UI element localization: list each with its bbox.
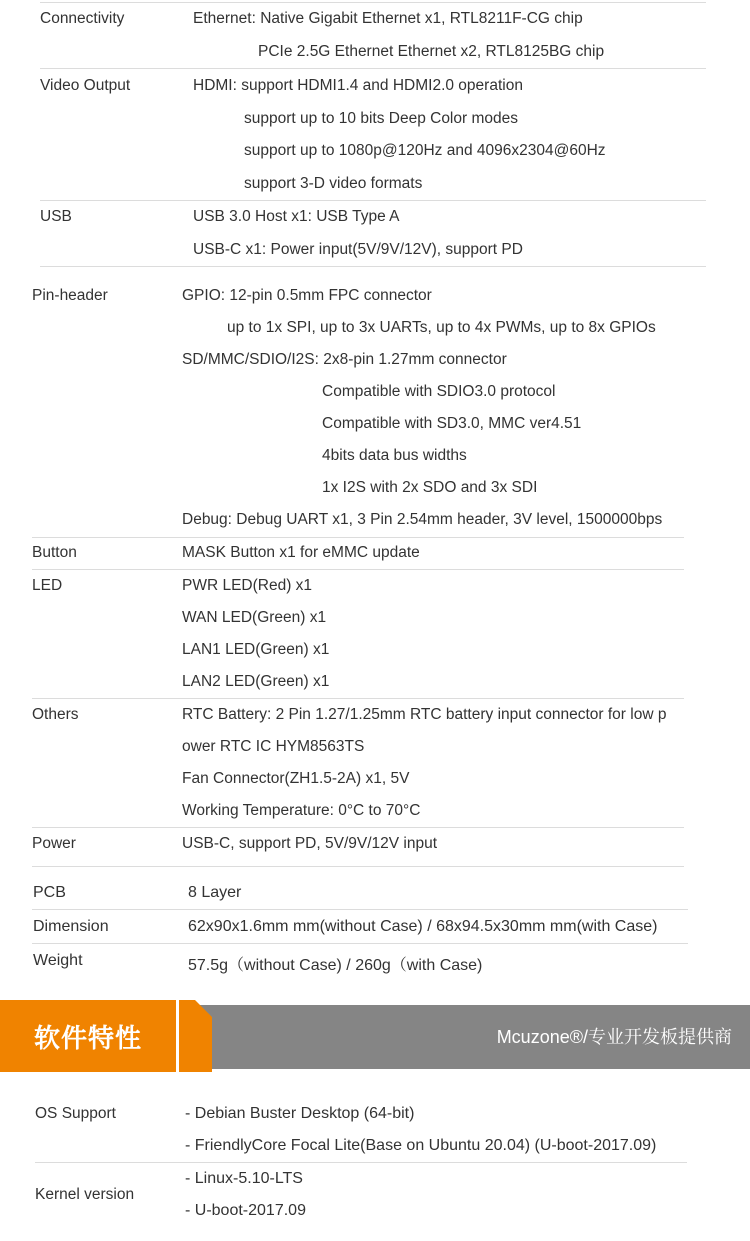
spec-value-line: LAN2 LED(Green) x1	[182, 673, 330, 690]
spec-value-line: 4bits data bus widths	[322, 447, 467, 464]
spec-label-video-output: Video Output	[40, 77, 131, 94]
spec-label-dimension: Dimension	[33, 918, 109, 935]
spec-value-line: PCIe 2.5G Ethernet Ethernet x2, RTL8125BG chip	[258, 43, 605, 60]
spec-value-line: RTC Battery: 2 Pin 1.27/1.25mm RTC battery input connector for low p	[182, 706, 667, 723]
spec-label-usb: USB	[40, 208, 72, 225]
spec-value-line: - FriendlyCore Focal Lite(Base on Ubuntu 20.04) (U-boot-2017.09)	[185, 1137, 657, 1154]
spec-value-line: - U-boot-2017.09	[185, 1202, 306, 1219]
spec-value-line: Working Temperature: 0°C to 70°C	[182, 802, 421, 819]
spec-value-line: Compatible with SDIO3.0 protocol	[322, 383, 556, 400]
spec-value-line: - Linux-5.10-LTS	[185, 1170, 303, 1187]
spec-value-line: SD/MMC/SDIO/I2S: 2x8-pin 1.27mm connector	[182, 351, 507, 368]
spec-value-pcb: 8 Layer	[188, 884, 242, 901]
spec-label-pin-header: Pin-header	[32, 287, 108, 304]
divider	[40, 266, 706, 267]
divider	[32, 698, 684, 699]
spec-value-line: - Debian Buster Desktop (64-bit)	[185, 1105, 415, 1122]
spec-value-line: Ethernet: Native Gigabit Ethernet x1, RTL8211F-CG chip	[193, 10, 583, 27]
spec-value-line: WAN LED(Green) x1	[182, 609, 327, 626]
divider	[32, 569, 684, 570]
spec-value-line: USB-C, support PD, 5V/9V/12V input	[182, 835, 438, 852]
spec-label-kernel-version: Kernel version	[35, 1186, 135, 1203]
spec-label-others: Others	[32, 706, 79, 723]
divider	[40, 2, 706, 3]
divider	[32, 827, 684, 828]
divider	[32, 943, 688, 944]
divider	[32, 866, 684, 867]
spec-value-line: support up to 1080p@120Hz and 4096x2304@60Hz	[244, 142, 606, 159]
divider	[40, 68, 706, 69]
spec-value-line: support up to 10 bits Deep Color modes	[244, 110, 518, 127]
divider	[35, 1162, 687, 1163]
spec-value-line: 1x I2S with 2x SDO and 3x SDI	[322, 479, 538, 496]
spec-value-line: Debug: Debug UART x1, 3 Pin 2.54mm header, 3V level, 1500000bps	[182, 511, 663, 528]
spec-value-dimension: 62x90x1.6mm mm(without Case) / 68x94.5x30mm mm(with Case)	[188, 918, 658, 935]
brand-tagline: Mcuzone®/专业开发板提供商	[496, 1027, 732, 1047]
spec-value-line: Compatible with SD3.0, MMC ver4.51	[322, 415, 582, 432]
spec-value-line: Fan Connector(ZH1.5-2A) x1, 5V	[182, 770, 410, 787]
spec-value-line: up to 1x SPI, up to 3x UARTs, up to 4x PWMs, up to 8x GPIOs	[227, 319, 656, 336]
section-banner	[0, 1000, 750, 1072]
spec-label-os-support: OS Support	[35, 1105, 116, 1122]
spec-label-power: Power	[32, 835, 76, 852]
spec-value-line: HDMI: support HDMI1.4 and HDMI2.0 operation	[193, 77, 523, 94]
divider	[40, 200, 706, 201]
spec-value-line: ower RTC IC HYM8563TS	[182, 738, 365, 755]
section-title: 软件特性	[34, 1023, 143, 1053]
spec-value-weight: 57.5g（without Case) / 260g（with Case)	[188, 957, 483, 974]
spec-label-weight: Weight	[33, 952, 83, 969]
spec-value-line: USB 3.0 Host x1: USB Type A	[193, 208, 400, 225]
spec-value-line: MASK Button x1 for eMMC update	[182, 544, 420, 561]
divider	[32, 909, 688, 910]
spec-value-line: LAN1 LED(Green) x1	[182, 641, 330, 658]
spec-value-line: support 3-D video formats	[244, 175, 423, 192]
divider	[32, 537, 684, 538]
spec-value-line: GPIO: 12-pin 0.5mm FPC connector	[182, 287, 432, 304]
spec-value-line: USB-C x1: Power input(5V/9V/12V), support PD	[193, 241, 523, 258]
spec-label-pcb: PCB	[33, 884, 66, 901]
banner-separator	[176, 1000, 179, 1072]
spec-label-connectivity: Connectivity	[40, 10, 125, 27]
spec-label-led: LED	[32, 577, 63, 594]
spec-value-line: PWR LED(Red) x1	[182, 577, 313, 594]
spec-label-button: Button	[32, 544, 77, 561]
